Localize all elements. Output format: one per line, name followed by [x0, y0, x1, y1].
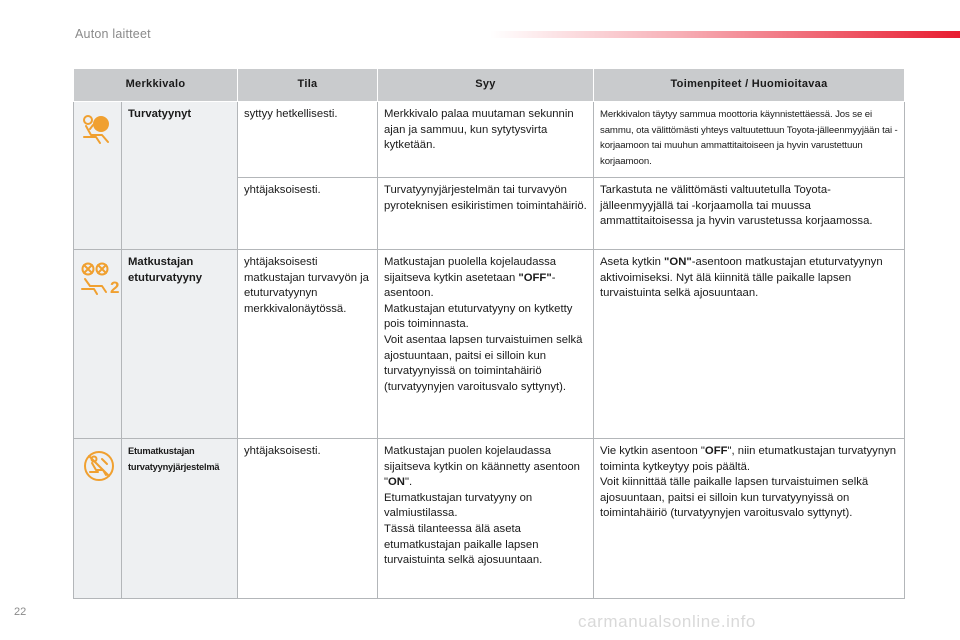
cause-text-bold: "OFF"	[518, 271, 552, 284]
cause-cell: Merkkivalo palaa muutaman sekunnin ajan ja sammuu, kun sytytysvirta kytketään.	[378, 102, 594, 178]
lamp-name-matkustajan-etuturvatyyny: Matkustajan etuturvatyyny	[122, 250, 238, 439]
condition-cell: yhtäjaksoisesti.	[238, 439, 378, 599]
section-title: Auton laitteet	[75, 27, 151, 41]
lamp-name-turvatyynyt: Turvatyynyt	[122, 102, 238, 250]
table-header-row	[74, 69, 905, 102]
table-row	[74, 439, 905, 599]
header-merkkivalo: Merkkivalo	[74, 69, 238, 102]
table-row	[74, 250, 905, 439]
condition-cell: yhtäjaksoisesti matkustajan turvavyön ja etuturvatyynyn merkkivalonäytössä.	[238, 250, 378, 439]
action-cell	[594, 250, 905, 439]
cause-text-post: ".	[404, 476, 413, 489]
icon-cell	[74, 102, 122, 250]
icon-cell	[74, 439, 122, 599]
front-passenger-airbag-icon	[83, 450, 115, 488]
action-text-post: -asentoon matkustajan etuturvatyynyn aktivoimiseksi. Nyt älä kiinnitä tälle paikalle lapsen turvaistuinta selkä ajosuuntaan.	[600, 256, 883, 300]
cause-text-line: Voit asentaa lapsen turvaistuimen selkä ajostuuntaan, paitsi ei silloin kun turvatyynyissä on toimintahäiriö (turvatyynyjen varoitusvalo syttynyt).	[384, 333, 583, 393]
svg-text:2: 2	[110, 278, 120, 295]
cause-text-post: -asentoon.	[384, 271, 556, 300]
header-syy: Syy	[378, 69, 594, 102]
cause-cell: Turvatyynyjärjestelmän tai turvavyön pyroteknisen esikiristimen toimintahäiriö.	[378, 178, 594, 250]
action-cell: Merkkivalon täytyy sammua moottoria käynnistettäessä. Jos se ei sammu, ota välittömästi yhteys valtuutettuun Toyota-jälleenmyyjään tai -korjaamoon tai muuhun ammattitaitoiseen ja hyvin varustettuun korjaamoon.	[594, 102, 905, 178]
cause-cell	[378, 250, 594, 439]
table-row	[74, 102, 905, 178]
action-cell	[594, 439, 905, 599]
icon-cell	[74, 250, 122, 439]
cause-text-line: Etumatkustajan turvatyyny on valmiustilassa.	[384, 491, 533, 520]
action-text-line: Voit kiinnittää tälle paikalle lapsen turvaistuimen selkä ajosuuntaan, paitsi ei silloin kun turvatyynyissä on toimintahäiriö (turvatyynyjen varoitusvalo syttynyt).	[600, 476, 869, 520]
cause-text-line: Tässä tilanteessa älä aseta etumatkustajan paikalle lapsen turvaistuinta selkä ajosuuntaan.	[384, 522, 543, 567]
cause-cell	[378, 439, 594, 599]
page-number: 22	[14, 606, 27, 618]
header-toimenpiteet: Toimenpiteet / Huomioitavaa	[594, 69, 905, 102]
action-text-pre: Vie kytkin asentoon "	[600, 445, 705, 457]
action-text-bold: OFF	[704, 445, 728, 457]
action-text-bold: "ON"	[664, 256, 692, 268]
airbag-warning-icon	[82, 113, 116, 151]
condition-cell: syttyy hetkellisesti.	[238, 102, 378, 178]
cause-text-pre: Matkustajan puolen kojelaudassa sijaitseva kytkin on käännetty asentoon "	[384, 445, 580, 489]
action-cell: Tarkastuta ne välittömästi valtuutetulla Toyota-jälleenmyyjällä tai -korjaamolla tai muussa ammattitaitoisessa ja hyvin varustetussa korjaamossa.	[594, 178, 905, 250]
cause-text-pre: Matkustajan puolella kojelaudassa sijaitseva kytkin asetetaan	[384, 256, 557, 284]
lamp-name-etumatkustajan-turvatyynyjarjestelma	[122, 439, 238, 599]
watermark-text: carmanualsonline.info	[578, 612, 756, 631]
cause-text-line: Matkustajan etuturvatyyny on kytketty pois toiminnasta.	[384, 302, 573, 331]
cause-text-bold: ON	[388, 476, 405, 489]
header-tila: Tila	[238, 69, 378, 102]
action-text-pre: Aseta kytkin	[600, 256, 665, 268]
passenger-airbag-off-icon	[80, 261, 120, 301]
warning-lamp-table	[73, 68, 905, 599]
header-accent-bar	[490, 31, 960, 38]
action-text-post: ", niin etumatkustajan turvatyynyn toiminta kytkeytyy pois päältä.	[600, 445, 897, 473]
lamp-name-text: Etumatkustajan turvatyynyjärjestelmä	[128, 446, 220, 472]
condition-cell: yhtäjaksoisesti.	[238, 178, 378, 250]
